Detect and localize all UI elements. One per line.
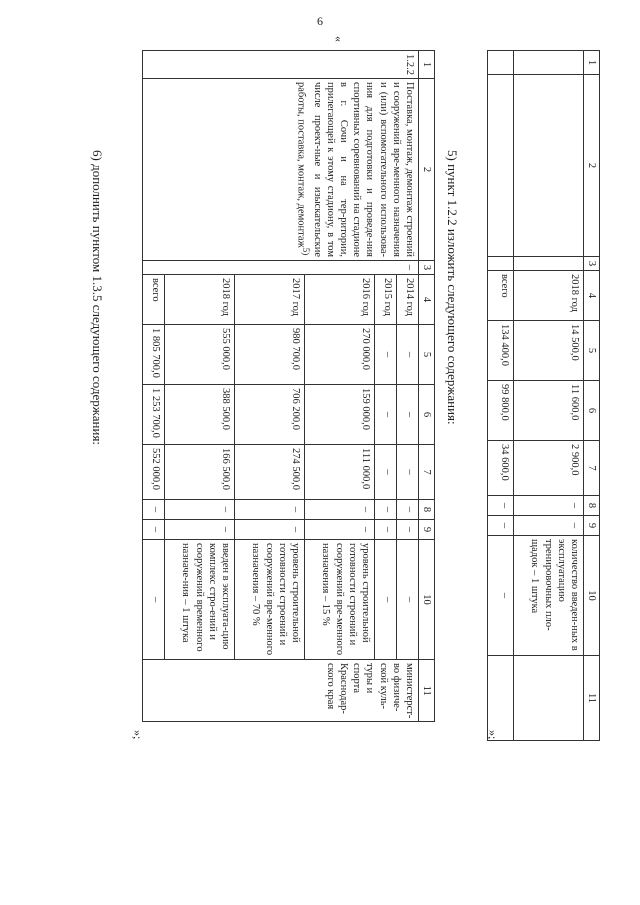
table1-cell: 134 400,0 <box>487 321 513 381</box>
table2-col3: – <box>142 261 418 275</box>
table2-cell: 1 253 700,0 <box>142 385 164 445</box>
table2-header-cell: 9 <box>418 520 434 540</box>
measure-description-note: 5) <box>300 247 311 256</box>
table2-header-cell: 10 <box>418 540 434 660</box>
table2-cell: 166 500,0 <box>164 445 234 500</box>
table2-header-cell: 4 <box>418 275 434 325</box>
table2-cell: 980 700,0 <box>234 325 304 385</box>
table2-cell: введен в эксплуата-цию комплекс стро-ений и сооружений временного назначе-ния – 1 штука <box>164 540 234 660</box>
table2-header-cell: 5 <box>418 325 434 385</box>
table-row <box>487 51 513 741</box>
table1-cell: всего <box>487 271 513 321</box>
table2-header-row <box>418 51 434 722</box>
table1-header-row <box>583 51 599 741</box>
table2-closing-mark: »; <box>131 730 145 740</box>
table1-header-cell: 7 <box>583 441 599 496</box>
item6-text: 6) дополнить пунктом 1.3.5 следующего содержания: <box>90 150 105 446</box>
table-row <box>513 51 583 741</box>
table1-header-cell: 10 <box>583 536 599 656</box>
table2-cell: – <box>142 540 164 660</box>
table2-cell: 388 500,0 <box>164 385 234 445</box>
table1-header-cell: 1 <box>583 51 599 75</box>
table1-header-cell: 5 <box>583 321 599 381</box>
table2-open-mark: « <box>332 36 346 42</box>
table2-cell: – <box>396 385 418 445</box>
table2-cell: 2016 год <box>304 275 374 325</box>
table2-cell: – <box>164 520 234 540</box>
table1-cell <box>487 656 513 741</box>
table1-cell <box>513 656 583 741</box>
table2-cell: 706 200,0 <box>234 385 304 445</box>
table1-header-cell: 8 <box>583 496 599 516</box>
table1-cell: 34 600,0 <box>487 441 513 496</box>
table1-cell: – <box>487 516 513 536</box>
table2-cell: 2014 год <box>396 275 418 325</box>
table1-cell: – <box>513 516 583 536</box>
table2-cell: – <box>396 540 418 660</box>
table1-cell: количество введен-ных в эксплуатацию тренировочных пло-щадок – 1 штука <box>513 536 583 656</box>
table2-header-cell: 7 <box>418 445 434 500</box>
table2-cell: 555 000,0 <box>164 325 234 385</box>
table2-header-cell: 11 <box>418 660 434 722</box>
table1-cell: 14 500,0 <box>513 321 583 381</box>
table2-cell: – <box>396 500 418 520</box>
table2-cell: – <box>374 385 396 445</box>
row-number: 1.2.2 <box>142 51 418 79</box>
table2-cell: 270 000,0 <box>304 325 374 385</box>
table2-cell: 1 805 700,0 <box>142 325 164 385</box>
table2-cell: 2018 год <box>164 275 234 325</box>
table2-cell: – <box>396 520 418 540</box>
measure-description <box>142 79 418 261</box>
page-number: 6 <box>317 14 323 28</box>
rotated-document-body <box>50 30 610 890</box>
table2-cell: – <box>164 500 234 520</box>
table-row <box>396 51 418 722</box>
table1-cell: 2 900,0 <box>513 441 583 496</box>
table2-cell: – <box>374 540 396 660</box>
table2-cell: 274 500,0 <box>234 445 304 500</box>
table2-cell: – <box>304 520 374 540</box>
table1-header-cell: 6 <box>583 381 599 441</box>
table2-cell: – <box>374 500 396 520</box>
table2-cell: – <box>234 520 304 540</box>
table2-cell: 552 000,0 <box>142 445 164 500</box>
table1-cell: 99 800,0 <box>487 381 513 441</box>
table-continuation <box>487 50 600 741</box>
table2-header-cell: 1 <box>418 51 434 79</box>
table2-cell: 2017 год <box>234 275 304 325</box>
measure-description-text: Поставка, монтаж, демонтаж строений и сооружений вре-менного назначения и (или) вспомогательного использова-ния для подготовки и проведе-ния спортивных соревнований на стадионе в г. Сочи и на тер-ритории, прилегающей к этому стадиону, в том числе проект-ные и изыскательские работы, поставка, монтаж, демонтаж <box>295 82 415 257</box>
table1-cell <box>487 257 513 271</box>
table1-header-cell: 4 <box>583 271 599 321</box>
item5-text: 5) пункт 1.2.2 изложить следующего содержания: <box>445 150 460 425</box>
table1-cell <box>513 51 583 75</box>
table2-cell: – <box>142 500 164 520</box>
table2-cell: – <box>374 520 396 540</box>
table2-header-cell: 8 <box>418 500 434 520</box>
table1-cell <box>487 51 513 75</box>
table2-header-cell: 6 <box>418 385 434 445</box>
table2-cell: – <box>374 445 396 500</box>
table-item-1-2-2 <box>142 50 435 722</box>
table1-cell <box>513 257 583 271</box>
table1-cell <box>513 75 583 257</box>
table2-cell: – <box>142 520 164 540</box>
table1-header-cell: 2 <box>583 75 599 257</box>
table1-closing-mark: »; <box>486 730 500 740</box>
table1-cell <box>487 75 513 257</box>
table2-cell: – <box>396 325 418 385</box>
table1-cell: – <box>513 496 583 516</box>
table2-cell: уровень строительной готовности строений и сооружений вре-менного назначения – 70 % <box>234 540 304 660</box>
table1-header-cell: 11 <box>583 656 599 741</box>
responsible-body: министерст-во физиче-ской куль-туры и спорта Краснодар-ского края <box>142 660 418 722</box>
table1-cell: – <box>487 536 513 656</box>
table1-header-cell: 3 <box>583 257 599 271</box>
table2-cell: 2015 год <box>374 275 396 325</box>
table2-cell: 159 000,0 <box>304 385 374 445</box>
table2-cell: – <box>234 500 304 520</box>
table2-cell: уровень строительной готовности строений и сооружений вре-менного назначения – 15 % <box>304 540 374 660</box>
table1-header-cell: 9 <box>583 516 599 536</box>
table1-cell: – <box>487 496 513 516</box>
table2-header-cell: 3 <box>418 261 434 275</box>
table1-cell: 2018 год <box>513 271 583 321</box>
table2-cell: всего <box>142 275 164 325</box>
table2-cell: – <box>396 445 418 500</box>
table2-header-cell: 2 <box>418 79 434 261</box>
table2-cell: 111 000,0 <box>304 445 374 500</box>
table2-cell: – <box>374 325 396 385</box>
table1-cell: 11 600,0 <box>513 381 583 441</box>
table2-cell: – <box>304 500 374 520</box>
